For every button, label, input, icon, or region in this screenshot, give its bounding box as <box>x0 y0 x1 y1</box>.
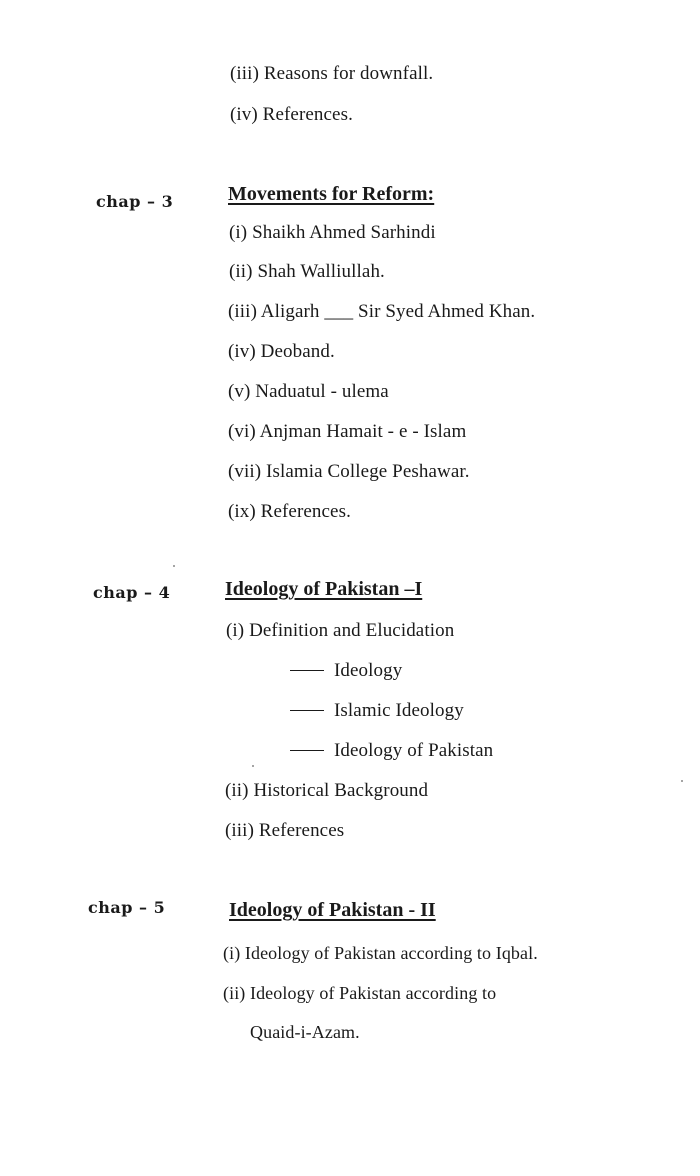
list-item: (vii) Islamia College Peshawar. <box>228 461 470 482</box>
scan-speck <box>252 765 254 767</box>
list-item: (i) Definition and Elucidation <box>226 620 455 641</box>
list-item: (i) Ideology of Pakistan according to Iqbal. <box>223 943 538 963</box>
list-item: (iv) References. <box>230 104 353 125</box>
chapter-title: Movements for Reform: <box>228 183 435 205</box>
list-item: (i) Shaikh Ahmed Sarhindi <box>229 222 436 243</box>
chapter-title: Ideology of Pakistan - II <box>229 899 436 921</box>
dash-bullet-icon <box>290 750 324 751</box>
sub-list-item: Ideology of Pakistan <box>290 740 493 762</box>
chapter-label: chap – 3 <box>96 192 174 211</box>
dash-bullet-icon <box>290 710 324 711</box>
list-item: (iii) References <box>225 820 345 841</box>
dash-bullet-icon <box>290 670 324 671</box>
list-item-continuation: Quaid-i-Azam. <box>250 1022 360 1042</box>
chapter-label: chap – 4 <box>93 583 171 602</box>
list-item: (ii) Historical Background <box>225 780 429 801</box>
list-item: (iv) Deoband. <box>228 341 335 362</box>
list-item: (v) Naduatul - ulema <box>228 381 389 402</box>
list-item: (ii) Ideology of Pakistan according to <box>223 983 497 1003</box>
list-item: (iii) Reasons for downfall. <box>230 63 434 84</box>
scan-speck <box>681 780 683 782</box>
scan-speck <box>173 565 175 567</box>
sub-list-item: Ideology <box>290 660 402 682</box>
chapter-title: Ideology of Pakistan –I <box>225 578 423 600</box>
list-item: (vi) Anjman Hamait - e - Islam <box>228 421 467 442</box>
list-item: (ii) Shah Walliullah. <box>229 261 385 282</box>
chapter-label: chap – 5 <box>88 898 166 917</box>
sub-list-item: Islamic Ideology <box>290 700 464 722</box>
list-item: (ix) References. <box>228 501 351 522</box>
list-item: (iii) Aligarh ___ Sir Syed Ahmed Khan. <box>228 301 536 322</box>
